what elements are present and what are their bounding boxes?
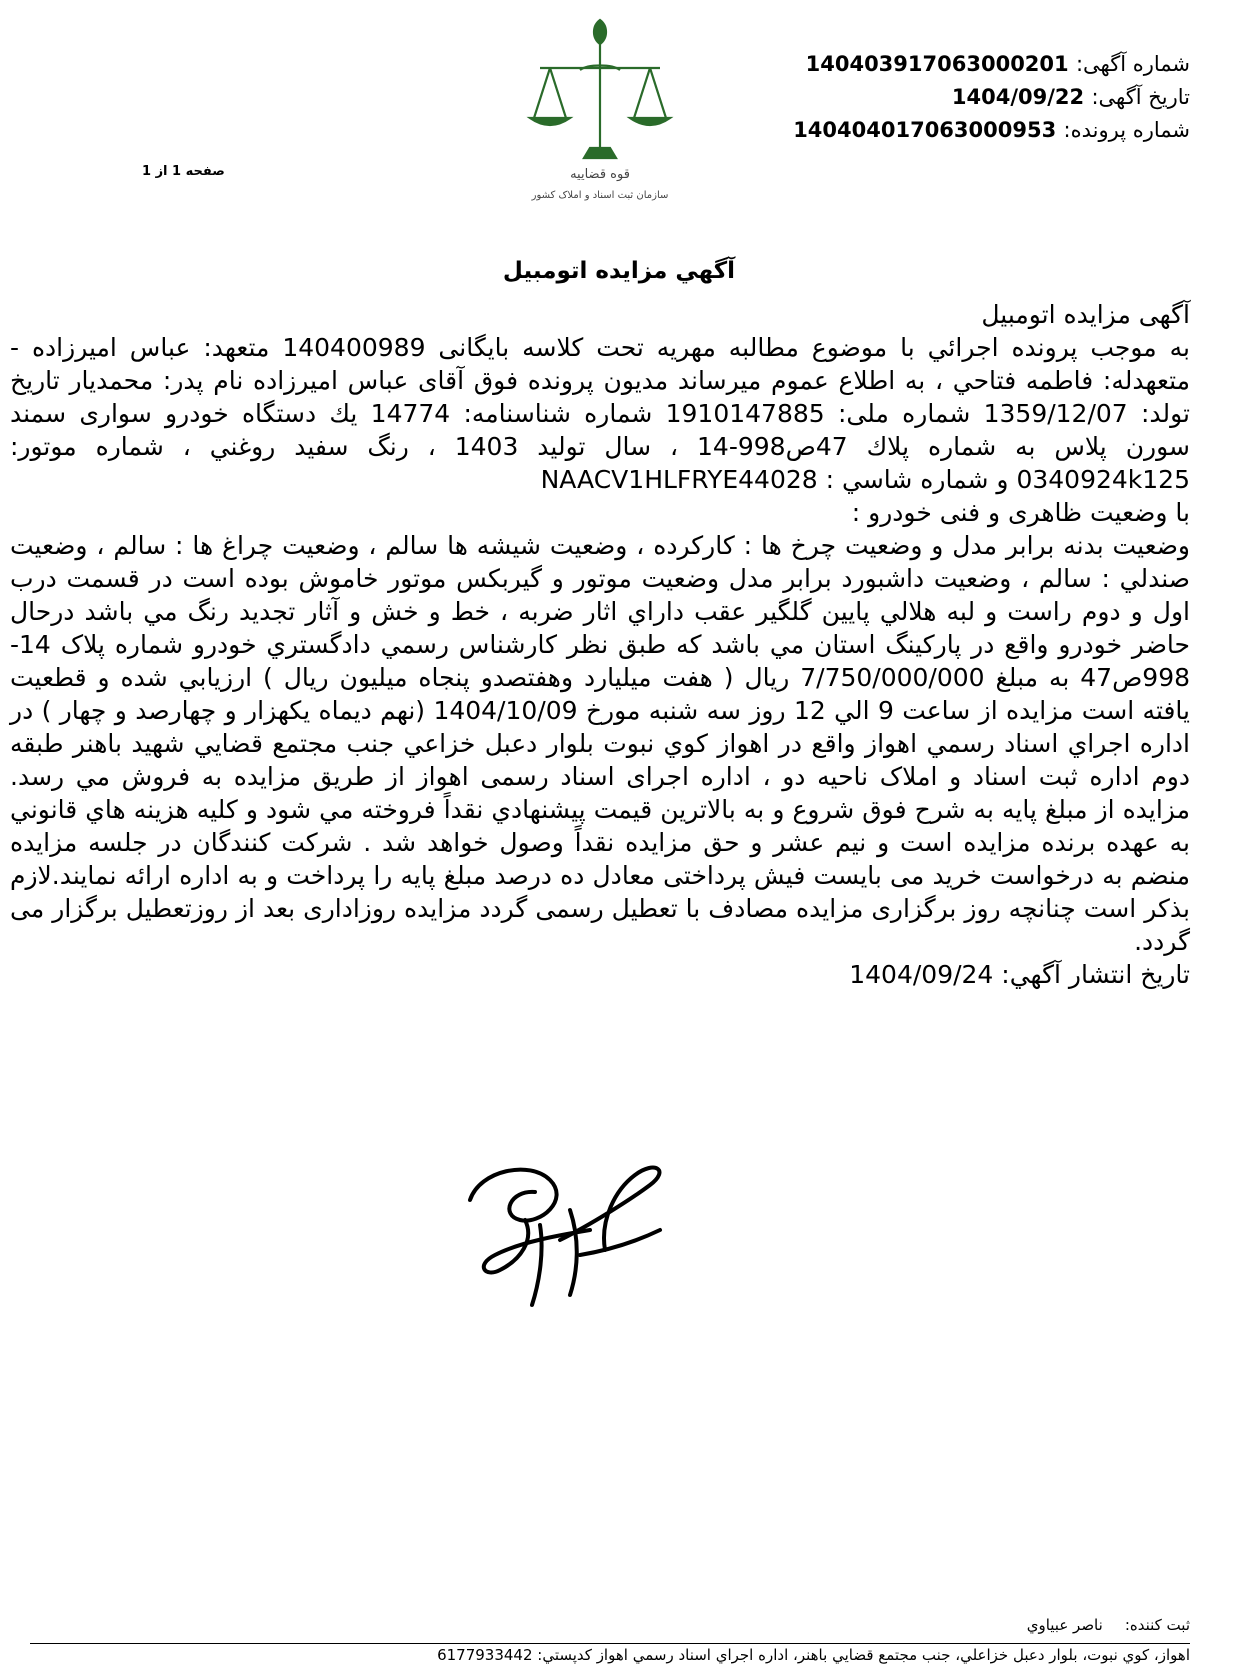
document-title: آگهي مزايده اتومبيل [502, 258, 736, 284]
emblem-text-organization: سازمان ثبت اسناد و املاک کشور [531, 190, 669, 201]
page-count: صفحه 1 از 1 [142, 164, 225, 179]
registrar-name: ناصر عبياوي [1026, 1616, 1103, 1634]
body-paragraph-condition-heading: با وضعیت ظاهری و فنی خودرو : [851, 498, 1190, 527]
registrar-label: ثبت كننده: [1124, 1616, 1190, 1634]
footer-divider [30, 1643, 1190, 1644]
notice-meta [793, 48, 1190, 147]
notice-number-label: شماره آگهی: [1075, 52, 1190, 76]
signature-icon [440, 1130, 710, 1320]
footer-address: اهواز، كوي نبوت، بلوار دعبل خزاعلي، جنب مجتمع قضايي باهنر، اداره اجراي اسناد رسمي اهواز كدپستي: 6177933442 [437, 1646, 1190, 1664]
body-paragraph-publish-date: تاريخ انتشار آگهي: 1404/09/24 [849, 960, 1190, 989]
emblem-text-judiciary: قوه قضاییه [570, 167, 630, 182]
body-paragraph-heading: آگهی مزایده اتومبیل [981, 300, 1190, 329]
notice-date-label: تاریخ آگهی: [1091, 85, 1190, 109]
notice-number-row [793, 48, 1190, 81]
judiciary-emblem-icon [520, 8, 680, 208]
body-paragraph-debtor: به موجب پرونده اجرائي با موضوع مطالبه مهریه تحت کلاسه بایگانی 140400989 متعهد: عباس امیرزاده - متعهدله: فاطمه فتاحي ، به اطلاع عموم میرساند مدیون پرونده فوق آقای عباس امیرزاده نام پدر: محمدیار تاریخ تولد: 1359/12/07 شماره ملی: 1910147885 شماره شناسنامه: 14774 يك دستگاه خودرو سواری سمند سورن پلاس به شماره پلاك 47ص998-14 ، سال توليد 1403 ، رنگ سفید روغني ، شماره موتور: 0340924k125 و شماره شاسي : NAACV1HLFRYE44028 [10, 333, 1191, 494]
registrar [1005, 1616, 1190, 1634]
file-number: 140404017063000953 [793, 118, 1057, 142]
notice-date-row [793, 81, 1190, 114]
file-number-row [793, 114, 1190, 147]
notice-body [10, 298, 1190, 991]
notice-number: 140403917063000201 [805, 52, 1069, 76]
notice-date: 1404/09/22 [951, 85, 1085, 109]
file-number-label: شماره پرونده: [1063, 118, 1190, 142]
body-paragraph-details: وضعیت بدنه برابر مدل و وضعیت چرخ ها : كاركرده ، وضعیت شیشه ها سالم ، وضعیت چراغ ها : سالم ، وضعیت صندلي : سالم ، وضعیت داشبورد برابر مدل وضعیت موتور و گیربكس موتور خاموش بوده است در قسمت درب اول و دوم راست و لبه هلالي پايين گلگير عقب داراي اثار ضربه ، خط و خش و آثار تجدید رنگ مي باشد درحال حاضر خودرو واقع در پاركينگ استان مي باشد كه طبق نظر كارشناس رسمي دادگستري خودرو شماره پلاک 14-998ص47 به مبلغ 7/750/000/000 ريال ( هفت ميليارد وهفتصدو پنجاه ميليون ريال ) ارزيابي شده و قطعيت يافته است مزايده از ساعت 9 الي 12 روز سه شنبه مورخ 1404/10/09 (نهم دیماه یکهزار و چهارصد و چهار ) در اداره اجراي اسناد رسمي اهواز واقع در اهواز كوي نبوت بلوار دعبل خزاعي جنب مجتمع قضايي شهيد باهنر طبقه دوم اداره ثبت اسناد و املاک ناحیه دو ، اداره اجرای اسناد رسمی اهواز از طريق مزايده به فروش مي رسد. مزايده از مبلغ پايه به شرح فوق شروع و به بالاترين قيمت پيشنهادي نقداً فروخته مي شود و كليه هزينه هاي قانوني به عهده برنده مزايده است و نيم عشر و حق مزايده نقداً وصول خواهد شد . شرکت کنندگان در جلسه مزایده منضم به درخواست خرید می بایست فیش پرداختی معادل ده درصد مبلغ پایه را پرداخت و به اداره ارائه نمایند.لازم بذکر است چنانچه روز برگزاری مزایده مصادف با تعطیل رسمی گردد مزایده روزاداری بعد از روزتعطیل برگزار می گردد. [10, 531, 1191, 956]
